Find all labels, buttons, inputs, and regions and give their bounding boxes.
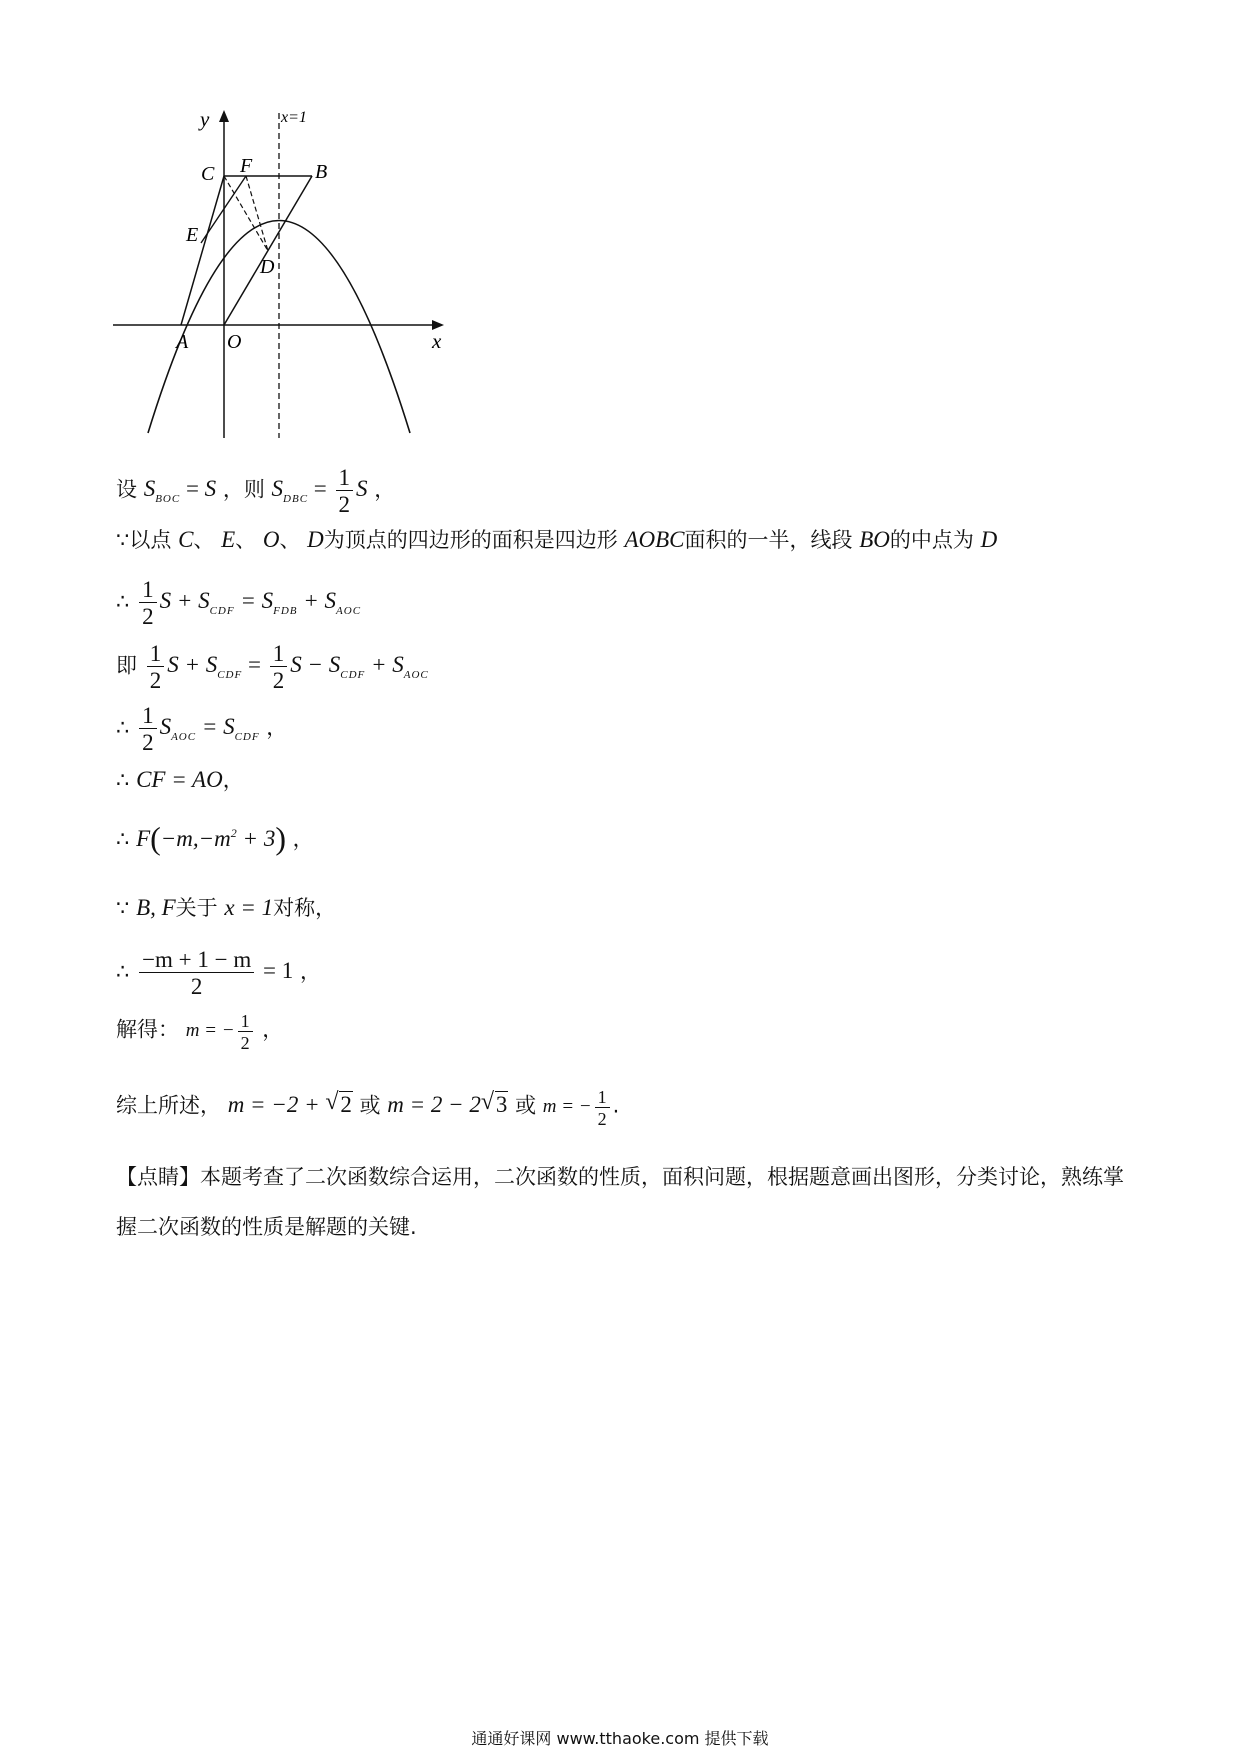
point-e-label: E bbox=[186, 224, 199, 246]
point-a-label: A bbox=[176, 331, 189, 353]
point-d-label: D bbox=[260, 256, 275, 278]
solution-line-4: 即 $\frac{1}{2}$ $S + S_{CDF}$ = $\frac{1}{2}$ $S - S_{CDF} + S_{AOC}$ bbox=[116, 641, 429, 693]
solution-line-8: ∵ B, F关于 x = 1对称， bbox=[116, 895, 337, 920]
point-f-label: F bbox=[240, 155, 253, 177]
point-c-label: C bbox=[201, 163, 215, 185]
solution-line-9: ∴ $\frac{-m + 1 - m}{2}$ = 1 ， bbox=[116, 947, 321, 999]
page-footer: 通通好课网 www.tthaoke.com 提供下载 bbox=[471, 1729, 769, 1748]
summary-paragraph: 【点睛】本题考查了二次函数综合运用，二次函数的性质，面积问题，根据题意画出图形，分类讨论，熟练掌握二次函数的性质是解题的关键. bbox=[116, 1165, 1124, 1239]
solution-line-7: ∴ $F(-m,-m^2 + 3)$ ， bbox=[116, 820, 314, 856]
y-axis-arrow bbox=[219, 110, 229, 122]
segment-ac bbox=[181, 176, 224, 325]
y-axis-label: y bbox=[200, 108, 210, 131]
solution-line-5: ∴ $\frac{1}{2}$ $S_{AOC} = S_{CDF}$ ， bbox=[116, 703, 288, 755]
point-o-label: O bbox=[227, 331, 242, 353]
solution-line-10: 解得： m = − $\frac{1}{2}$ ， bbox=[116, 1011, 284, 1053]
solution-line-6: ∴ CF = AO， bbox=[116, 767, 244, 792]
solution-line-3: ∴ $\frac{1}{2}$ $S + S_{CDF} = S_{FDB} + S_{AOC}$ bbox=[116, 577, 362, 629]
solution-line-11: 综上所述， m = −2 + √ 2 或 m = 2 − 2 √ 3 或 m = − $\frac{1}{2}$ . bbox=[116, 1087, 620, 1129]
segment-cd bbox=[224, 176, 268, 251]
symmetry-label: x=1 bbox=[281, 109, 307, 126]
x-axis-label: x bbox=[432, 329, 442, 353]
parabola-figure bbox=[108, 108, 468, 448]
segment-fd bbox=[246, 176, 268, 251]
solution-line-1: 设 $S_{BOC} = S$ ，则 $S_{DBC}$ = $\frac{1}{2}$ S ， bbox=[116, 465, 396, 517]
solution-line-2: ∵以点 C、 E、 O、 D为顶点的四边形的面积是四边形 AOBC面积的一半，线段 BO的中点为 D bbox=[116, 527, 998, 552]
point-b-label: B bbox=[315, 161, 328, 183]
